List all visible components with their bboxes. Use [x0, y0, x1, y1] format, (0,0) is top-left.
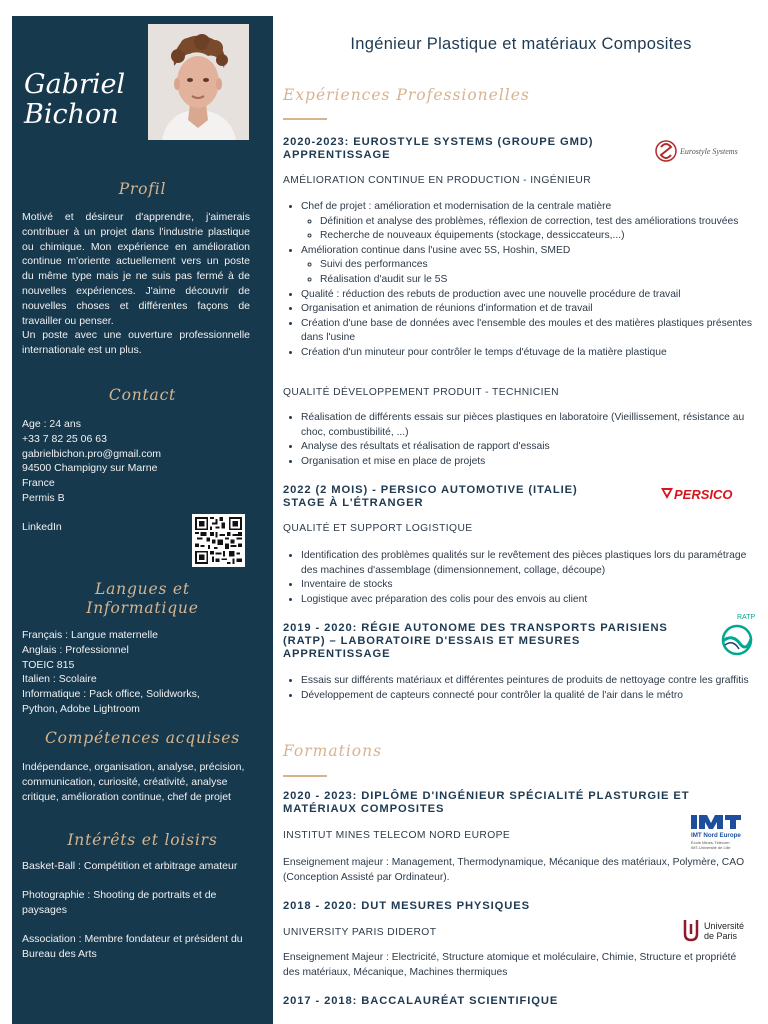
imt-logo-sub2: IMT-Université de Lille: [691, 845, 731, 850]
profile-text: [22, 210, 250, 358]
edu1-school: INSTITUT MINES TELECOM NORD EUROPE: [283, 830, 511, 841]
job1-role1: AMÉLIORATION CONTINUE EN PRODUCTION - INGÉNIEUR: [283, 175, 592, 186]
contact-email[interactable]: gabrielbichon.pro@gmail.com: [22, 447, 162, 460]
linkedin-qr-code[interactable]: [192, 514, 245, 567]
persico-logo-text: PERSICO: [674, 487, 733, 502]
profile-heading: Profil: [118, 180, 167, 198]
edu1-description: Enseignement majeur : Management, Thermodynamique, Mécanique des matériaux, Polymère, CAO (Conception Assisté par Ordinateur).: [283, 857, 745, 883]
edu2-description: Enseignement Majeur : Electricité, Structure atomique et moléculaire, Chimie, Structure et propriété des matériaux, Mécanique, Machines thermiques: [283, 952, 737, 978]
imt-logo-text: IMT Nord Europe: [691, 832, 741, 839]
interests-list: [22, 859, 250, 962]
job3-list: [283, 674, 758, 703]
univ-logo-text2: de Paris: [704, 931, 738, 941]
list-item: ◦ Réalisation d'audit sur le 5S: [320, 273, 758, 288]
edu1-title-line2: MATÉRIAUX COMPOSITES: [283, 803, 445, 815]
job3-title-line1: 2019 - 2020: RÉGIE AUTONOME DES TRANSPORTS PARISIENS: [283, 622, 668, 634]
experience-divider: [283, 118, 327, 120]
job2-title-line2: STAGE À L'ÉTRANGER: [283, 497, 424, 509]
contact-heading: Contact: [108, 386, 177, 404]
sidebar: [12, 16, 273, 1024]
edu3-title: 2017 - 2018: BACCALAURÉAT SCIENTIFIQUE: [283, 995, 559, 1007]
profile-paragraph-2: Un poste avec une ouverture professionnelle internationale est un plus.: [22, 329, 250, 357]
list-item: • Développement de capteurs connecté pour contrôler la qualité de l'air dans le métro: [301, 689, 758, 704]
profile-photo: [148, 24, 249, 140]
linkedin-link[interactable]: LinkedIn: [22, 521, 62, 534]
candidate-name: [24, 70, 144, 130]
languages-list: [22, 628, 250, 717]
language-item: Python, Adobe Lightroom: [22, 702, 140, 715]
job2-role: QUALITÉ ET SUPPORT LOGISTIQUE: [283, 523, 473, 534]
list-item: ◦ Définition et analyse des problèmes, réflexion de correction, test des améliorations trouvées: [320, 215, 758, 230]
job1-role2-list: [283, 411, 758, 469]
first-name: Gabriel: [24, 69, 126, 100]
eurostyle-logo-text: Eurostyle Systems: [680, 147, 738, 156]
interests-heading: Intérêts et loisirs: [67, 831, 218, 849]
language-item: Informatique : Pack office, Solidworks,: [22, 688, 200, 701]
job1-title: [283, 136, 593, 162]
list-item: • Création d'une base de données avec l'ensemble des moules et des matières plastiques présentes dans l'usine: [301, 317, 758, 346]
list-item: ◦ Suivi des performances: [320, 258, 758, 273]
job3-title: [283, 622, 668, 661]
job2-title: [283, 484, 578, 510]
language-item: Français : Langue maternelle: [22, 629, 158, 641]
persico-logo: [659, 484, 755, 504]
eurostyle-logo: [655, 137, 755, 165]
job2-title-line1: 2022 (2 MOIS) - PERSICO AUTOMOTIVE (ITALIE): [283, 484, 578, 496]
list-item: • Identification des problèmes qualités sur le revêtement des pièces plastiques lors du paramétrage des machines d'assemblage (dimensionnement, collage, découpe): [301, 549, 758, 578]
imt-logo-sub1: École Mines-Télécom: [691, 840, 730, 845]
job3-title-line2: (RATP) – LABORATOIRE D'ESSAIS ET MESURES: [283, 635, 581, 647]
skills-text: Indépendance, organisation, analyse, précision, communication, curiosité, créativité, analyse critique, amélioration continue, chef de projet: [22, 761, 245, 803]
interest-item: Association : Membre fondateur et président du Bureau des Arts: [22, 933, 243, 961]
contact-license: Permis B: [22, 491, 65, 504]
contact-address: 94500 Champigny sur Marne: [22, 462, 158, 475]
contact-age: Age : 24 ans: [22, 418, 81, 430]
experience-heading: Expériences Professionelles: [283, 86, 530, 104]
job1-title-line2: APPRENTISSAGE: [283, 149, 391, 161]
language-item: Italien : Scolaire: [22, 673, 97, 686]
profile-paragraph: Motivé et désireur d'apprendre, j'aimerais contribuer à un projet dans l'industrie plastique ou chimique. Mon expérience en amélioration continue m'oriente actuellement vers un poste du même type mais je ne suis pas fermé à de nouvelles expériences. J'aime découvrir de nouvelles choses et différentes façons de travailler ou penser.: [22, 211, 250, 327]
job1-role1-list: [283, 200, 758, 361]
edu2-title: 2018 - 2020: DUT MESURES PHYSIQUES: [283, 900, 530, 912]
list-item: • Chef de projet : amélioration et modernisation de la centrale matière ◦ Définition et analyse des problèmes, réflexion de correction, test des améliorations trouvées ◦ Recherche de nouveaux équipements (stockage, dessiccateurs,...): [301, 200, 758, 244]
list-item: • Essais sur différents matériaux et différentes peintures de produits de nettoyage contre les graffitis: [301, 674, 758, 689]
list-item: • Création d'un minuteur pour contrôler le temps d'étuvage de la matière plastique: [301, 346, 758, 361]
languages-heading-line1: Langues et: [95, 580, 190, 598]
job1-title-line1: 2020-2023: EUROSTYLE SYSTEMS (GROUPE GMD): [283, 136, 594, 148]
contact-phone[interactable]: +33 7 82 25 06 63: [22, 432, 107, 445]
language-item: TOEIC 815: [22, 658, 75, 671]
job-headline: Ingénieur Plastique et matériaux Composites: [350, 35, 692, 53]
interest-item: Photographie : Shooting de portraits et de paysages: [22, 889, 217, 917]
list-item: • Analyse des résultats et réalisation de rapport d'essais: [301, 440, 758, 455]
list-item: • Logistique avec préparation des colis pour des envois au client: [301, 593, 758, 608]
skills-heading: Compétences acquises: [45, 729, 240, 747]
imt-logo: [689, 813, 755, 853]
languages-heading-line2: Informatique: [86, 599, 199, 617]
ratp-logo: [715, 611, 755, 659]
list-item: • Amélioration continue dans l'usine avec 5S, Hoshin, SMED ◦ Suivi des performances ◦ Réalisation d'audit sur le 5S: [301, 244, 758, 288]
list-item: • Inventaire de stocks: [301, 578, 758, 593]
job2-list: [283, 549, 758, 607]
education-divider: [283, 775, 327, 777]
contact-country: France: [22, 477, 55, 490]
job3-title-line3: APPRENTISSAGE: [283, 648, 391, 660]
list-item: ◦ Recherche de nouveaux équipements (stockage, dessiccateurs,...): [320, 229, 758, 244]
list-item: • Organisation et animation de réunions d'information et de travail: [301, 302, 758, 317]
ratp-logo-text: RATP: [737, 614, 755, 621]
edu1-title-line1: 2020 - 2023: DIPLÔME D'INGÉNIEUR SPÉCIALITÉ PLASTURGIE ET: [283, 790, 690, 802]
edu1-title: [283, 790, 689, 816]
list-item: • Réalisation de différents essais sur pièces plastiques en laboratoire (Vieillissement, résistance au choc, combustibilité, ...): [301, 411, 758, 440]
education-heading: Formations: [283, 742, 383, 760]
languages-heading: [12, 580, 273, 618]
language-item: Anglais : Professionnel: [22, 643, 129, 656]
list-item: • Organisation et mise en place de projets: [301, 455, 758, 470]
edu2-school: UNIVERSITY PARIS DIDEROT: [283, 927, 437, 938]
interest-item: Basket-Ball : Compétition et arbitrage amateur: [22, 860, 238, 872]
last-name: Bichon: [24, 99, 119, 130]
job1-role2: QUALITÉ DÉVELOPPEMENT PRODUIT - TECHNICIEN: [283, 387, 559, 398]
universite-paris-logo: [682, 918, 755, 942]
univ-logo-text1: Université: [704, 921, 745, 931]
list-item: • Qualité : réduction des rebuts de production avec une nouvelle procédure de travail: [301, 288, 758, 303]
